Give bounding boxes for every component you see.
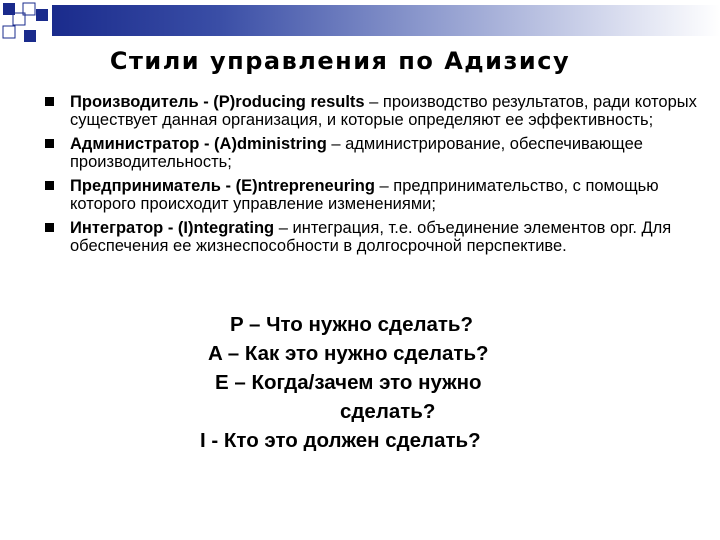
bullet-term: Интегратор - (I)ntegrating: [70, 219, 275, 237]
square-bullet-icon: [45, 181, 54, 190]
bullet-item-integrator: [45, 219, 705, 255]
bullet-list: [45, 93, 705, 261]
question-p: P – Что нужно сделать?: [230, 313, 474, 336]
question-e-line2: сделать?: [340, 400, 436, 423]
bullet-term: Администратор - (A)dministring: [70, 135, 327, 153]
square-bullet-icon: [45, 97, 54, 106]
question-a: A – Как это нужно сделать?: [208, 342, 489, 365]
decorative-squares: [0, 0, 60, 50]
bullet-term: Предприниматель - (E)ntrepreneuring: [70, 177, 375, 195]
question-e-line1: E – Когда/зачем это нужно: [215, 371, 482, 394]
header-gradient-bar: [52, 5, 720, 36]
square-bullet-icon: [45, 223, 54, 232]
slide-title: Стили управления по Адизису: [109, 47, 571, 75]
bullet-text: – предпринимательство, с помощью которого происходит управление изменениями;: [70, 177, 659, 213]
bullet-item-administrator: [45, 135, 705, 171]
bullet-text: – интеграция, т.е. объединение элементов орг. Для обеспечения ее жизнеспособности в долгосрочной перспективе.: [70, 219, 672, 255]
square-bullet-icon: [45, 139, 54, 148]
bullet-item-producer: [45, 93, 705, 129]
bullet-term: Производитель - (P)roducing results: [70, 93, 365, 111]
bullet-text: – производство результатов, ради которых существует данная организация, и которые определяют ее эффективность;: [70, 93, 697, 129]
bullet-item-entrepreneur: [45, 177, 705, 213]
role-questions: [190, 310, 570, 455]
question-i: I - Кто это должен сделать?: [200, 429, 481, 452]
bullet-text: – администрирование, обеспечивающее производительность;: [70, 135, 643, 171]
